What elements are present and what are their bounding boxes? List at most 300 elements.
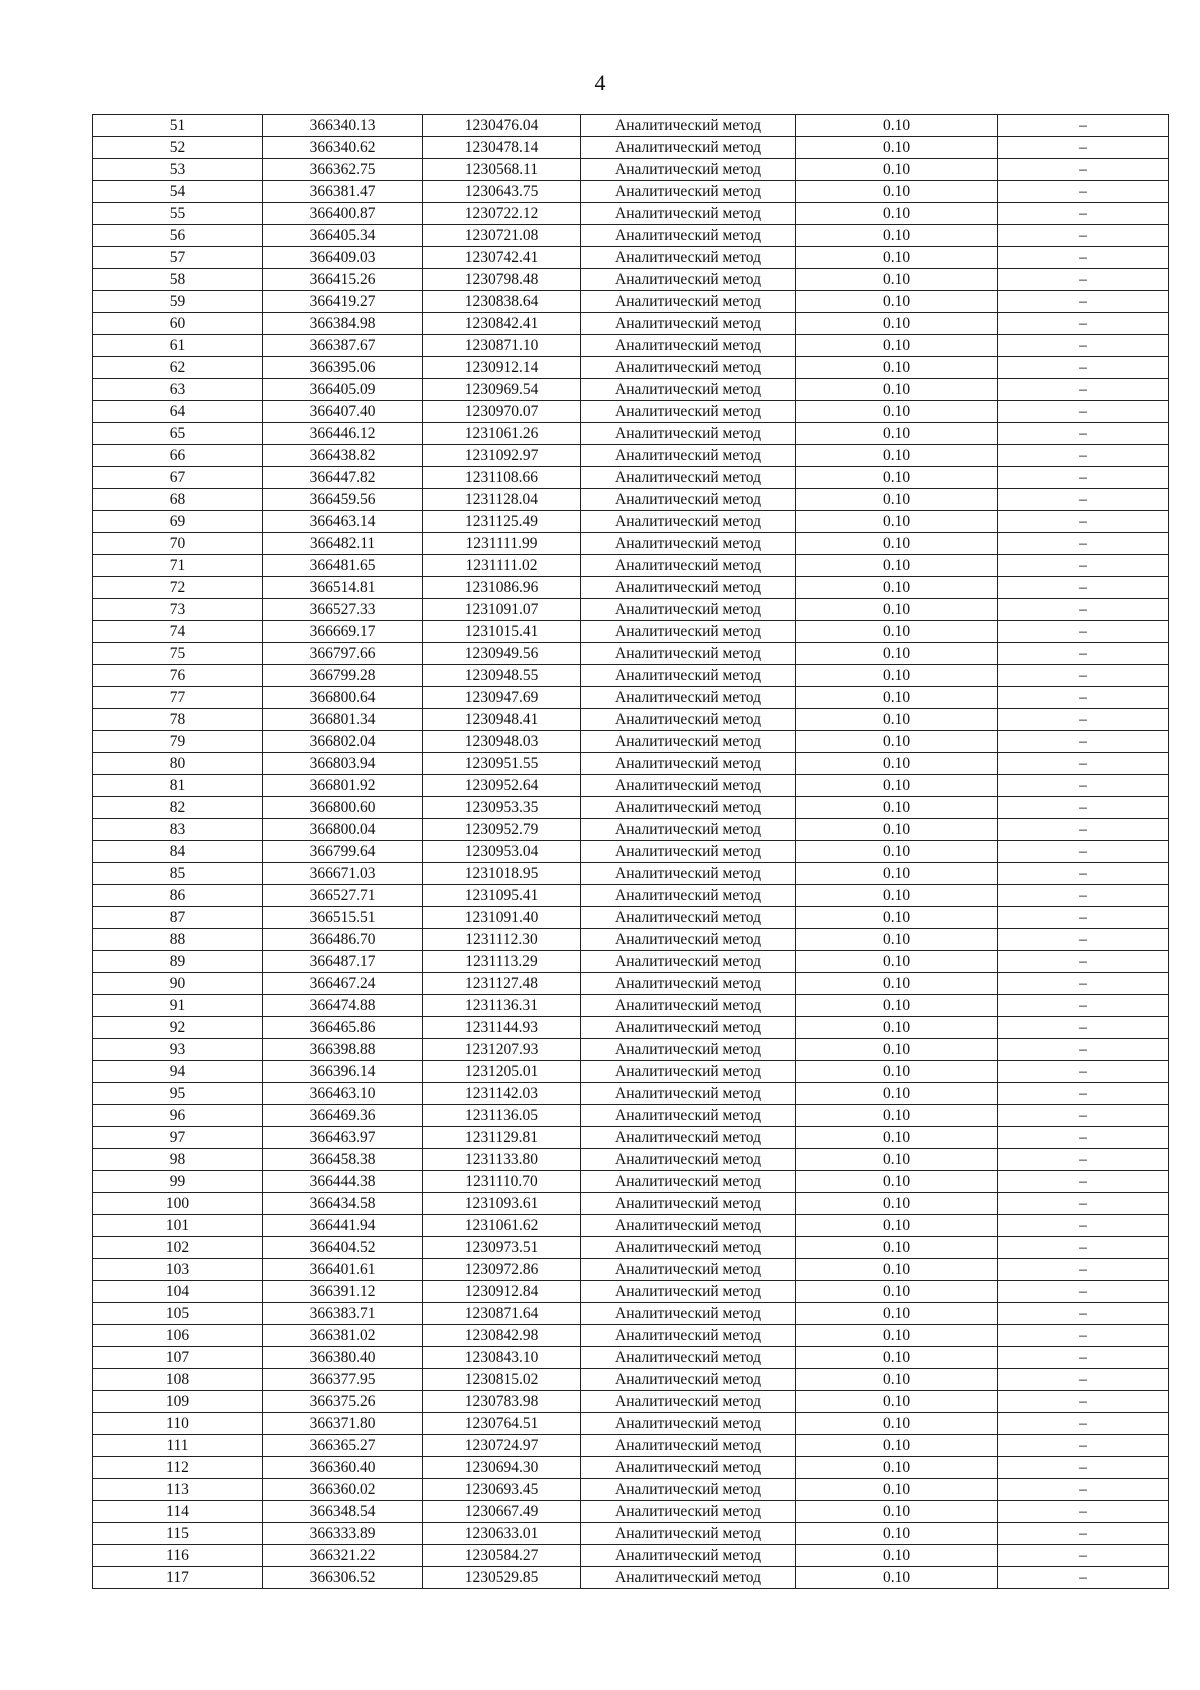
coord-x-cell: 366441.94: [263, 1215, 423, 1237]
point-number-cell: 96: [93, 1105, 263, 1127]
method-cell: Аналитический метод: [581, 1369, 796, 1391]
method-cell: Аналитический метод: [581, 1193, 796, 1215]
tolerance-cell: 0.10: [796, 1479, 998, 1501]
coord-x-cell: 366800.60: [263, 797, 423, 819]
tolerance-cell: 0.10: [796, 357, 998, 379]
coord-y-cell: 1230871.64: [423, 1303, 581, 1325]
tolerance-cell: 0.10: [796, 423, 998, 445]
method-cell: Аналитический метод: [581, 489, 796, 511]
method-cell: Аналитический метод: [581, 401, 796, 423]
coord-x-cell: 366515.51: [263, 907, 423, 929]
note-cell: –: [998, 1215, 1169, 1237]
coord-x-cell: 366375.26: [263, 1391, 423, 1413]
coord-x-cell: 366458.38: [263, 1149, 423, 1171]
tolerance-cell: 0.10: [796, 863, 998, 885]
tolerance-cell: 0.10: [796, 1215, 998, 1237]
point-number-cell: 66: [93, 445, 263, 467]
coord-x-cell: 366380.40: [263, 1347, 423, 1369]
coord-y-cell: 1231125.49: [423, 511, 581, 533]
coord-x-cell: 366801.34: [263, 709, 423, 731]
point-number-cell: 108: [93, 1369, 263, 1391]
note-cell: –: [998, 797, 1169, 819]
table-row: [93, 1435, 1169, 1457]
point-number-cell: 65: [93, 423, 263, 445]
table-row: [93, 599, 1169, 621]
coord-x-cell: 366527.33: [263, 599, 423, 621]
table-row: [93, 1567, 1169, 1589]
note-cell: –: [998, 665, 1169, 687]
coord-y-cell: 1231086.96: [423, 577, 581, 599]
table-row: [93, 775, 1169, 797]
coord-x-cell: 366405.09: [263, 379, 423, 401]
method-cell: Аналитический метод: [581, 1083, 796, 1105]
point-number-cell: 80: [93, 753, 263, 775]
coord-y-cell: 1230912.84: [423, 1281, 581, 1303]
point-number-cell: 79: [93, 731, 263, 753]
coord-y-cell: 1230724.97: [423, 1435, 581, 1457]
tolerance-cell: 0.10: [796, 1545, 998, 1567]
tolerance-cell: 0.10: [796, 1149, 998, 1171]
coord-y-cell: 1230643.75: [423, 181, 581, 203]
point-number-cell: 58: [93, 269, 263, 291]
table-row: [93, 1457, 1169, 1479]
table-row: [93, 973, 1169, 995]
table-row: [93, 467, 1169, 489]
coord-y-cell: 1230952.79: [423, 819, 581, 841]
coord-x-cell: 366396.14: [263, 1061, 423, 1083]
coord-x-cell: 366800.64: [263, 687, 423, 709]
tolerance-cell: 0.10: [796, 1501, 998, 1523]
coord-y-cell: 1230843.10: [423, 1347, 581, 1369]
note-cell: –: [998, 225, 1169, 247]
table-row: [93, 819, 1169, 841]
coord-y-cell: 1230842.41: [423, 313, 581, 335]
tolerance-cell: 0.10: [796, 1039, 998, 1061]
method-cell: Аналитический метод: [581, 467, 796, 489]
coord-y-cell: 1230953.04: [423, 841, 581, 863]
coord-y-cell: 1230798.48: [423, 269, 581, 291]
point-number-cell: 70: [93, 533, 263, 555]
coord-y-cell: 1231112.30: [423, 929, 581, 951]
point-number-cell: 101: [93, 1215, 263, 1237]
method-cell: Аналитический метод: [581, 1303, 796, 1325]
tolerance-cell: 0.10: [796, 159, 998, 181]
coord-x-cell: 366409.03: [263, 247, 423, 269]
note-cell: –: [998, 885, 1169, 907]
coord-x-cell: 366438.82: [263, 445, 423, 467]
coord-y-cell: 1230694.30: [423, 1457, 581, 1479]
note-cell: –: [998, 1457, 1169, 1479]
tolerance-cell: 0.10: [796, 203, 998, 225]
tolerance-cell: 0.10: [796, 577, 998, 599]
method-cell: Аналитический метод: [581, 533, 796, 555]
coord-x-cell: 366381.02: [263, 1325, 423, 1347]
method-cell: Аналитический метод: [581, 1457, 796, 1479]
table-row: [93, 731, 1169, 753]
tolerance-cell: 0.10: [796, 291, 998, 313]
tolerance-cell: 0.10: [796, 621, 998, 643]
coord-y-cell: 1230838.64: [423, 291, 581, 313]
tolerance-cell: 0.10: [796, 973, 998, 995]
table-row: [93, 379, 1169, 401]
coord-x-cell: 366434.58: [263, 1193, 423, 1215]
tolerance-cell: 0.10: [796, 1369, 998, 1391]
point-number-cell: 60: [93, 313, 263, 335]
coord-x-cell: 366377.95: [263, 1369, 423, 1391]
point-number-cell: 68: [93, 489, 263, 511]
point-number-cell: 71: [93, 555, 263, 577]
method-cell: Аналитический метод: [581, 1105, 796, 1127]
point-number-cell: 93: [93, 1039, 263, 1061]
coord-y-cell: 1230952.64: [423, 775, 581, 797]
table-row: [93, 1347, 1169, 1369]
point-number-cell: 104: [93, 1281, 263, 1303]
coord-y-cell: 1230783.98: [423, 1391, 581, 1413]
method-cell: Аналитический метод: [581, 335, 796, 357]
point-number-cell: 62: [93, 357, 263, 379]
tolerance-cell: 0.10: [796, 401, 998, 423]
note-cell: –: [998, 1413, 1169, 1435]
table-row: [93, 951, 1169, 973]
coord-x-cell: 366371.80: [263, 1413, 423, 1435]
note-cell: –: [998, 1325, 1169, 1347]
tolerance-cell: 0.10: [796, 1325, 998, 1347]
coord-y-cell: 1230693.45: [423, 1479, 581, 1501]
coord-y-cell: 1230969.54: [423, 379, 581, 401]
method-cell: Аналитический метод: [581, 1061, 796, 1083]
note-cell: –: [998, 1171, 1169, 1193]
point-number-cell: 51: [93, 115, 263, 137]
coord-x-cell: 366395.06: [263, 357, 423, 379]
note-cell: –: [998, 995, 1169, 1017]
method-cell: Аналитический метод: [581, 731, 796, 753]
point-number-cell: 64: [93, 401, 263, 423]
method-cell: Аналитический метод: [581, 1127, 796, 1149]
method-cell: Аналитический метод: [581, 291, 796, 313]
note-cell: –: [998, 973, 1169, 995]
coord-y-cell: 1231136.31: [423, 995, 581, 1017]
note-cell: –: [998, 907, 1169, 929]
table-row: [93, 511, 1169, 533]
coord-x-cell: 366360.40: [263, 1457, 423, 1479]
coord-y-cell: 1231142.03: [423, 1083, 581, 1105]
coord-y-cell: 1230973.51: [423, 1237, 581, 1259]
point-number-cell: 109: [93, 1391, 263, 1413]
method-cell: Аналитический метод: [581, 1479, 796, 1501]
point-number-cell: 87: [93, 907, 263, 929]
tolerance-cell: 0.10: [796, 555, 998, 577]
tolerance-cell: 0.10: [796, 1237, 998, 1259]
tolerance-cell: 0.10: [796, 1193, 998, 1215]
tolerance-cell: 0.10: [796, 137, 998, 159]
coord-x-cell: 366447.82: [263, 467, 423, 489]
note-cell: –: [998, 291, 1169, 313]
coord-y-cell: 1231111.02: [423, 555, 581, 577]
tolerance-cell: 0.10: [796, 313, 998, 335]
coord-y-cell: 1231108.66: [423, 467, 581, 489]
tolerance-cell: 0.10: [796, 841, 998, 863]
note-cell: –: [998, 1523, 1169, 1545]
coord-x-cell: 366400.87: [263, 203, 423, 225]
table-row: [93, 159, 1169, 181]
table-row: [93, 885, 1169, 907]
coord-x-cell: 366387.67: [263, 335, 423, 357]
method-cell: Аналитический метод: [581, 951, 796, 973]
tolerance-cell: 0.10: [796, 1435, 998, 1457]
table-row: [93, 1215, 1169, 1237]
coord-y-cell: 1231127.48: [423, 973, 581, 995]
tolerance-cell: 0.10: [796, 533, 998, 555]
note-cell: –: [998, 1149, 1169, 1171]
point-number-cell: 94: [93, 1061, 263, 1083]
coord-y-cell: 1231205.01: [423, 1061, 581, 1083]
coord-x-cell: 366446.12: [263, 423, 423, 445]
table-row: [93, 401, 1169, 423]
table-row: [93, 357, 1169, 379]
note-cell: –: [998, 1061, 1169, 1083]
method-cell: Аналитический метод: [581, 1149, 796, 1171]
method-cell: Аналитический метод: [581, 621, 796, 643]
tolerance-cell: 0.10: [796, 1457, 998, 1479]
point-number-cell: 110: [93, 1413, 263, 1435]
method-cell: Аналитический метод: [581, 203, 796, 225]
point-number-cell: 55: [93, 203, 263, 225]
tolerance-cell: 0.10: [796, 445, 998, 467]
note-cell: –: [998, 775, 1169, 797]
tolerance-cell: 0.10: [796, 643, 998, 665]
tolerance-cell: 0.10: [796, 379, 998, 401]
tolerance-cell: 0.10: [796, 1259, 998, 1281]
note-cell: –: [998, 401, 1169, 423]
note-cell: –: [998, 423, 1169, 445]
table-row: [93, 1413, 1169, 1435]
tolerance-cell: 0.10: [796, 225, 998, 247]
coord-y-cell: 1231093.61: [423, 1193, 581, 1215]
table-row: [93, 577, 1169, 599]
coord-y-cell: 1231095.41: [423, 885, 581, 907]
coord-x-cell: 366404.52: [263, 1237, 423, 1259]
table-row: [93, 1369, 1169, 1391]
table-row: [93, 995, 1169, 1017]
method-cell: Аналитический метод: [581, 1413, 796, 1435]
note-cell: –: [998, 1347, 1169, 1369]
coord-x-cell: 366321.22: [263, 1545, 423, 1567]
note-cell: –: [998, 1105, 1169, 1127]
coord-x-cell: 366514.81: [263, 577, 423, 599]
coord-y-cell: 1231061.26: [423, 423, 581, 445]
coord-y-cell: 1231133.80: [423, 1149, 581, 1171]
coord-y-cell: 1230951.55: [423, 753, 581, 775]
note-cell: –: [998, 599, 1169, 621]
point-number-cell: 73: [93, 599, 263, 621]
coord-x-cell: 366398.88: [263, 1039, 423, 1061]
method-cell: Аналитический метод: [581, 1567, 796, 1589]
coord-y-cell: 1230478.14: [423, 137, 581, 159]
coord-x-cell: 366799.28: [263, 665, 423, 687]
method-cell: Аналитический метод: [581, 379, 796, 401]
coord-y-cell: 1231015.41: [423, 621, 581, 643]
coord-y-cell: 1230742.41: [423, 247, 581, 269]
point-number-cell: 57: [93, 247, 263, 269]
table-row: [93, 203, 1169, 225]
table-row: [93, 797, 1169, 819]
coord-y-cell: 1231018.95: [423, 863, 581, 885]
point-number-cell: 83: [93, 819, 263, 841]
coord-y-cell: 1231091.40: [423, 907, 581, 929]
coord-x-cell: 366527.71: [263, 885, 423, 907]
tolerance-cell: 0.10: [796, 181, 998, 203]
coord-y-cell: 1230953.35: [423, 797, 581, 819]
method-cell: Аналитический метод: [581, 643, 796, 665]
point-number-cell: 113: [93, 1479, 263, 1501]
point-number-cell: 115: [93, 1523, 263, 1545]
point-number-cell: 97: [93, 1127, 263, 1149]
table-row: [93, 753, 1169, 775]
tolerance-cell: 0.10: [796, 1127, 998, 1149]
note-cell: –: [998, 1039, 1169, 1061]
table-row: [93, 555, 1169, 577]
tolerance-cell: 0.10: [796, 1347, 998, 1369]
coord-x-cell: 366797.66: [263, 643, 423, 665]
table-row: [93, 1501, 1169, 1523]
coord-y-cell: 1231113.29: [423, 951, 581, 973]
tolerance-cell: 0.10: [796, 335, 998, 357]
coord-x-cell: 366306.52: [263, 1567, 423, 1589]
note-cell: –: [998, 577, 1169, 599]
table-row: [93, 445, 1169, 467]
point-number-cell: 90: [93, 973, 263, 995]
coord-x-cell: 366444.38: [263, 1171, 423, 1193]
method-cell: Аналитический метод: [581, 929, 796, 951]
coord-x-cell: 366415.26: [263, 269, 423, 291]
coord-x-cell: 366487.17: [263, 951, 423, 973]
note-cell: –: [998, 753, 1169, 775]
point-number-cell: 85: [93, 863, 263, 885]
coord-x-cell: 366381.47: [263, 181, 423, 203]
coord-x-cell: 366482.11: [263, 533, 423, 555]
coord-x-cell: 366391.12: [263, 1281, 423, 1303]
coord-x-cell: 366365.27: [263, 1435, 423, 1457]
coord-y-cell: 1230948.41: [423, 709, 581, 731]
coord-y-cell: 1230949.56: [423, 643, 581, 665]
tolerance-cell: 0.10: [796, 247, 998, 269]
coord-y-cell: 1230721.08: [423, 225, 581, 247]
coord-y-cell: 1230568.11: [423, 159, 581, 181]
note-cell: –: [998, 247, 1169, 269]
point-number-cell: 102: [93, 1237, 263, 1259]
tolerance-cell: 0.10: [796, 951, 998, 973]
tolerance-cell: 0.10: [796, 819, 998, 841]
coord-x-cell: 366800.04: [263, 819, 423, 841]
tolerance-cell: 0.10: [796, 1281, 998, 1303]
note-cell: –: [998, 203, 1169, 225]
coord-y-cell: 1231129.81: [423, 1127, 581, 1149]
tolerance-cell: 0.10: [796, 1171, 998, 1193]
coord-y-cell: 1230667.49: [423, 1501, 581, 1523]
method-cell: Аналитический метод: [581, 1039, 796, 1061]
coord-y-cell: 1230948.55: [423, 665, 581, 687]
coord-x-cell: 366463.14: [263, 511, 423, 533]
method-cell: Аналитический метод: [581, 225, 796, 247]
point-number-cell: 77: [93, 687, 263, 709]
coord-x-cell: 366360.02: [263, 1479, 423, 1501]
point-number-cell: 117: [93, 1567, 263, 1589]
note-cell: –: [998, 489, 1169, 511]
coord-y-cell: 1230871.10: [423, 335, 581, 357]
tolerance-cell: 0.10: [796, 1567, 998, 1589]
coord-x-cell: 366348.54: [263, 1501, 423, 1523]
note-cell: –: [998, 467, 1169, 489]
point-number-cell: 106: [93, 1325, 263, 1347]
method-cell: Аналитический метод: [581, 313, 796, 335]
method-cell: Аналитический метод: [581, 423, 796, 445]
method-cell: Аналитический метод: [581, 115, 796, 137]
coord-y-cell: 1231136.05: [423, 1105, 581, 1127]
coord-x-cell: 366463.10: [263, 1083, 423, 1105]
table-row: [93, 1061, 1169, 1083]
coordinates-table: [92, 114, 1169, 1589]
method-cell: Аналитический метод: [581, 797, 796, 819]
method-cell: Аналитический метод: [581, 181, 796, 203]
note-cell: –: [998, 1127, 1169, 1149]
coord-x-cell: 366401.61: [263, 1259, 423, 1281]
coord-x-cell: 366407.40: [263, 401, 423, 423]
note-cell: –: [998, 313, 1169, 335]
table-row: [93, 313, 1169, 335]
method-cell: Аналитический метод: [581, 709, 796, 731]
tolerance-cell: 0.10: [796, 489, 998, 511]
coord-y-cell: 1231091.07: [423, 599, 581, 621]
tolerance-cell: 0.10: [796, 1061, 998, 1083]
method-cell: Аналитический метод: [581, 907, 796, 929]
coord-x-cell: 366801.92: [263, 775, 423, 797]
coord-y-cell: 1230842.98: [423, 1325, 581, 1347]
coord-y-cell: 1231061.62: [423, 1215, 581, 1237]
point-number-cell: 82: [93, 797, 263, 819]
note-cell: –: [998, 951, 1169, 973]
coord-y-cell: 1230633.01: [423, 1523, 581, 1545]
coord-x-cell: 366465.86: [263, 1017, 423, 1039]
method-cell: Аналитический метод: [581, 1171, 796, 1193]
tolerance-cell: 0.10: [796, 929, 998, 951]
table-row: [93, 1325, 1169, 1347]
method-cell: Аналитический метод: [581, 1237, 796, 1259]
note-cell: –: [998, 1259, 1169, 1281]
coord-y-cell: 1231110.70: [423, 1171, 581, 1193]
note-cell: –: [998, 335, 1169, 357]
method-cell: Аналитический метод: [581, 995, 796, 1017]
note-cell: –: [998, 643, 1169, 665]
point-number-cell: 74: [93, 621, 263, 643]
coord-x-cell: 366481.65: [263, 555, 423, 577]
point-number-cell: 75: [93, 643, 263, 665]
point-number-cell: 103: [93, 1259, 263, 1281]
note-cell: –: [998, 863, 1169, 885]
coord-x-cell: 366419.27: [263, 291, 423, 313]
coord-y-cell: 1231207.93: [423, 1039, 581, 1061]
table-row: [93, 1083, 1169, 1105]
point-number-cell: 99: [93, 1171, 263, 1193]
note-cell: –: [998, 1281, 1169, 1303]
table-row: [93, 423, 1169, 445]
coordinates-table-body: [93, 115, 1169, 1589]
coord-x-cell: 366333.89: [263, 1523, 423, 1545]
tolerance-cell: 0.10: [796, 115, 998, 137]
note-cell: –: [998, 445, 1169, 467]
method-cell: Аналитический метод: [581, 1501, 796, 1523]
point-number-cell: 56: [93, 225, 263, 247]
method-cell: Аналитический метод: [581, 1017, 796, 1039]
